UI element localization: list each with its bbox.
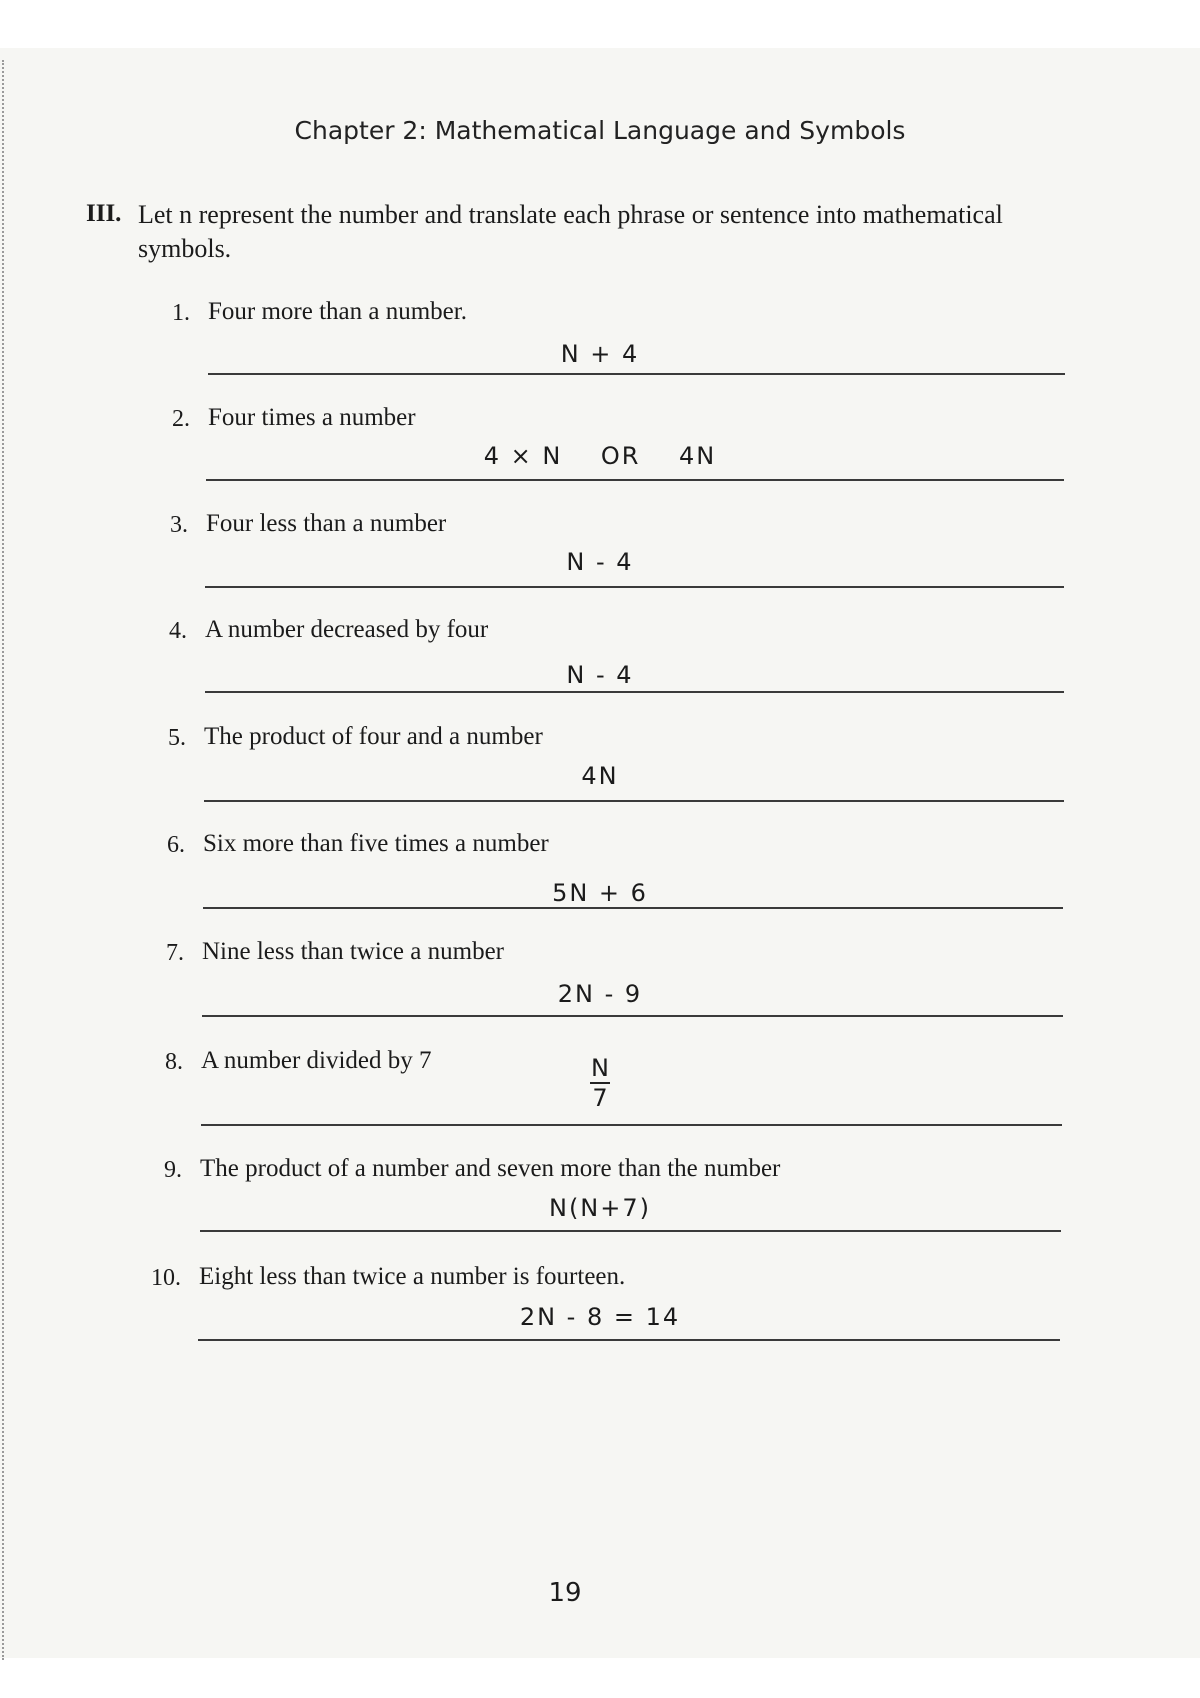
page-number: 19: [548, 1578, 582, 1608]
item-number: 5.: [168, 725, 186, 751]
answer-line: [206, 479, 1064, 481]
fraction-denominator: 7: [592, 1084, 608, 1112]
item-question: A number divided by 7: [201, 1047, 432, 1074]
item-question: The product of four and a number: [204, 723, 543, 750]
item-number: 7.: [166, 940, 184, 966]
item-number: 9.: [164, 1157, 182, 1183]
exercise-item-10: [0, 1265, 1200, 1365]
item-answer: 2N - 9: [557, 980, 643, 1008]
item-question: The product of a number and seven more than the number: [200, 1155, 781, 1182]
exercise-item-9: [0, 1157, 1200, 1257]
item-number: 2.: [172, 406, 190, 432]
answer-line: [201, 1124, 1062, 1126]
item-number: 10.: [151, 1265, 181, 1291]
item-number: 1.: [172, 300, 190, 326]
item-answer: N - 4: [566, 548, 634, 576]
answer-line: [208, 373, 1065, 375]
item-number: 8.: [165, 1049, 183, 1075]
fraction-numerator: N: [591, 1054, 609, 1082]
exercise-item-5: [0, 725, 1200, 825]
item-question: Six more than five times a number: [203, 830, 549, 857]
exercise-item-4: [0, 618, 1200, 718]
item-answer: 4 × N OR 4N: [483, 442, 717, 470]
section-numeral: III.: [86, 200, 122, 227]
section-instruction: Let n represent the number and translate each phrase or sentence into mathematical symbols.: [138, 200, 1003, 263]
exercise-item-2: [0, 406, 1200, 506]
fraction-answer: [580, 1054, 620, 1112]
answer-line: [203, 907, 1063, 909]
answer-line: [205, 691, 1064, 693]
item-question: Four more than a number.: [208, 298, 467, 325]
item-question: Nine less than twice a number: [202, 938, 504, 965]
item-answer: 5N + 6: [552, 879, 648, 907]
scan-top-margin: [0, 0, 1200, 48]
exercise-item-8: [0, 1049, 1200, 1149]
answer-line: [198, 1339, 1060, 1341]
item-answer: N(N+7): [548, 1194, 651, 1222]
exercise-item-6: [0, 832, 1200, 932]
exercise-item-7: [0, 940, 1200, 1040]
item-answer: 4N: [581, 762, 619, 790]
answer-line: [204, 800, 1064, 802]
item-number: 4.: [169, 618, 187, 644]
item-number: 3.: [170, 512, 188, 538]
item-question: A number decreased by four: [205, 616, 489, 643]
item-question: Eight less than twice a number is fourteen.: [199, 1263, 626, 1290]
item-answer: N - 4: [566, 661, 634, 689]
item-question: Four times a number: [208, 404, 416, 431]
item-number: 6.: [167, 832, 185, 858]
item-answer: 2N - 8 = 14: [519, 1303, 681, 1331]
exercise-item-1: [0, 300, 1200, 400]
scan-bottom-margin: [0, 1658, 1200, 1698]
exercise-item-3: [0, 512, 1200, 612]
item-answer: N + 4: [560, 340, 640, 368]
answer-line: [200, 1230, 1061, 1232]
chapter-title: Chapter 2: Mathematical Language and Symbols: [294, 116, 906, 145]
answer-line: [202, 1015, 1063, 1017]
answer-line: [205, 586, 1064, 588]
item-question: Four less than a number: [206, 510, 447, 537]
